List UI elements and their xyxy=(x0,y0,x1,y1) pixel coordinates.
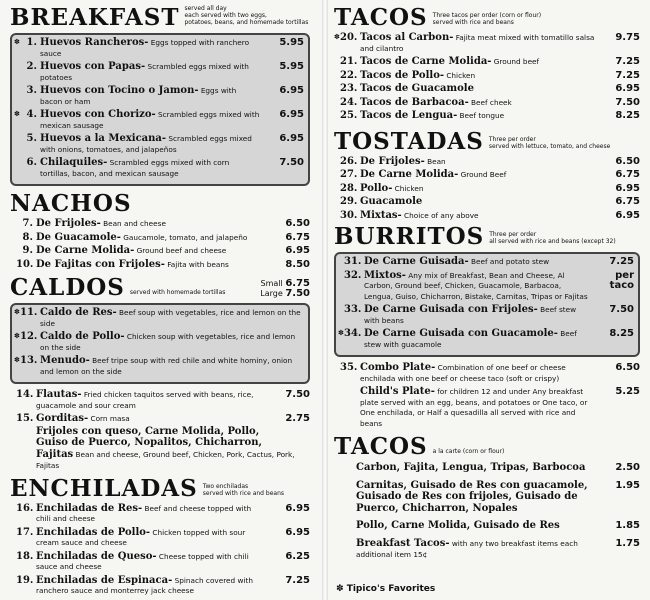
menu-item: 35. Combo Plate- Combination of one beef or cheese enchilada with one beef or cheese taco (soft or crispy) 6.50 xyxy=(340,362,640,383)
tacos-header xyxy=(334,6,640,29)
nachos-header xyxy=(10,192,310,215)
menu-item: 19. Enchiladas de Espinaca- Spinach covered with ranchero sauce and monterrey jack cheese 7.25 xyxy=(16,574,310,595)
gorditas-fillings: Frijoles con queso, Carne Molida, Pollo, Guiso de Puerco, Nopalitos, Chicharron, Fajitas Bean and cheese, Ground beef, Chicken, Pork, Cactus, Pork, Fajitas xyxy=(36,425,295,470)
favorite-icon: ✽ xyxy=(14,356,20,364)
breakfast-header xyxy=(10,6,310,29)
menu-item: Child's Plate- for children 12 and under Any breakfast plate served with an egg, beans, and potatoes or One taco, or One enchilada, or Half a quesadilla all served with rice and beans 5.25 xyxy=(360,386,640,428)
page-fold xyxy=(322,0,328,600)
taco-carte-line: Pollo, Carne Molida, Guisado de Res 1.85 xyxy=(356,520,640,531)
menu-item: 17. Enchiladas de Pollo- Chicken topped with sour cream sauce and cheese 6.95 xyxy=(16,526,310,547)
caldos-box xyxy=(10,303,310,384)
tacos-carte-title: TACOS xyxy=(334,433,428,460)
menu-item: 27. De Carne Molida- Ground Beef 6.75 xyxy=(340,169,640,180)
breakfast-title: BREAKFAST xyxy=(10,4,180,31)
menu-item: 18. Enchiladas de Queso- Cheese topped with chili sauce and cheese 6.25 xyxy=(16,550,310,571)
menu-item: ✽ 1. Huevos Rancheros- Eggs topped with ranchero sauce 5.95 xyxy=(14,37,304,58)
menu-item: 26. De Frijoles- Bean 6.50 xyxy=(340,155,640,167)
tacos-carte-header xyxy=(334,435,640,458)
burritos-note: Three per order all served with rice and beans (except 32) xyxy=(489,231,616,246)
menu-item: 9. De Carne Molida- Ground beef and cheese 6.95 xyxy=(22,245,310,256)
menu-item: ✽ 11. Caldo de Res- Beef soup with vegetables, rice and lemon on the side xyxy=(14,307,301,328)
menu-item: ✽ 4. Huevos con Chorizo- Scrambled eggs mixed with mexican sausage 6.95 xyxy=(14,109,304,130)
menu-right-page xyxy=(330,0,650,600)
menu-item: ✽ 13. Menudo- Beef tripe soup with red chile and white hominy, onion and lemon on the side xyxy=(14,355,293,376)
menu-item: 10. De Fajitas con Frijoles- Fajita with beans 8.50 xyxy=(16,258,310,270)
taco-carte-line: Breakfast Tacos- with any two breakfast items each additional item 15¢ 1.75 xyxy=(356,537,640,559)
menu-item: 6. Chilaquiles- Scrambled eggs mixed with corn tortillas, bacon, and mexican sausage 7.50 xyxy=(26,157,304,178)
menu-item: ✽ 34. De Carne Guisada con Guacamole- Beef stew with guacamole 8.25 xyxy=(338,328,634,349)
menu-item: 14. Flautas- Fried chicken taquitos served with beans, rice, guacamole and sour cream 7.50 xyxy=(16,389,310,410)
burritos-box xyxy=(334,252,640,357)
burritos-header xyxy=(334,225,640,248)
favorite-icon: ✽ xyxy=(338,329,344,337)
favorite-icon: ✽ xyxy=(14,38,20,46)
menu-item: 21. Tacos de Carne Molida- Ground beef 7.25 xyxy=(340,56,640,67)
tostadas-note: Three per order served with lettuce, tomato, and cheese xyxy=(488,135,611,150)
caldos-header xyxy=(10,276,310,299)
menu-item: 2. Huevos con Papas- Scrambled eggs mixed with potatoes 5.95 xyxy=(26,61,304,82)
nachos-title: NACHOS xyxy=(10,190,132,217)
tacos-note: Three tacos per order (corn or flour) served with rice and beans xyxy=(432,12,542,27)
menu-item: 28. Pollo- Chicken 6.95 xyxy=(340,182,640,194)
menu-left-page xyxy=(0,0,318,600)
menu-item: 33. De Carne Guisada con Frijoles- Beef stew with beans 7.50 xyxy=(344,304,634,325)
tostadas-header xyxy=(334,127,640,155)
menu-item: 5. Huevos a la Mexicana- Scrambled eggs mixed with onions, tomatoes, and jalapeños 6.95 xyxy=(26,133,304,154)
favorite-icon: ✽ xyxy=(14,332,20,340)
enchiladas-title: ENCHILADAS xyxy=(10,474,198,502)
caldos-title: CALDOS xyxy=(10,274,125,301)
favorite-icon: ✽ xyxy=(334,33,340,41)
caldos-size-prices: Small 6.75 Large 7.50 xyxy=(260,278,310,299)
menu-item: 32. Mixtos- Any mix of Breakfast, Bean and Cheese, Al Carbon, Ground beef, Chicken, Guacamole, Barbacoa, Lengua, Guiso, Chicharron, Bistake, Carnitas, Tripas or Fajitas per taco xyxy=(344,269,634,301)
menu-item: 22. Tacos de Pollo- Chicken 7.25 xyxy=(340,69,640,81)
favorites-legend: ✽ Tipico's Favorites xyxy=(336,584,436,594)
menu-item: ✽ 12. Caldo de Pollo- Chicken soup with vegetables, rice and lemon on the side xyxy=(14,331,296,352)
burritos-title: BURRITOS xyxy=(334,223,485,250)
menu-item: 25. Tacos de Lengua- Beef tongue 8.25 xyxy=(340,110,640,121)
tacos-carte-note: a la carte (corn or flour) xyxy=(432,448,505,456)
taco-carte-line: Carbon, Fajita, Lengua, Tripas, Barbocoa 2.50 xyxy=(356,462,640,473)
menu-item: 24. Tacos de Barbacoa- Beef cheek 7.50 xyxy=(340,96,640,108)
menu-item: 23. Tacos de Guacamole 6.95 xyxy=(340,83,640,94)
tacos-title: TACOS xyxy=(334,4,428,31)
menu-item: 8. De Guacamole- Gaucamole, tomato, and jalapeño 6.75 xyxy=(22,231,310,243)
favorite-icon: ✽ xyxy=(14,308,20,316)
menu-item: 30. Mixtas- Choice of any above 6.95 xyxy=(340,209,640,221)
menu-item: 3. Huevos con Tocino o Jamon- Eggs with bacon or ham 6.95 xyxy=(26,85,304,106)
enchiladas-note: Two enchiladas served with rice and beans xyxy=(202,482,284,497)
tostadas-title: TOSTADAS xyxy=(334,127,484,155)
breakfast-box xyxy=(10,33,310,186)
menu-item: 31. De Carne Guisada- Beef and potato stew 7.25 xyxy=(344,256,634,267)
breakfast-note: served all day each served with two eggs, potatoes, beans, and homemade tortillas xyxy=(184,5,309,27)
favorite-icon: ✽ xyxy=(14,110,20,118)
menu-item: 16. Enchiladas de Res- Beef and cheese topped with chili and cheese 6.95 xyxy=(16,502,310,523)
enchiladas-header xyxy=(10,474,310,502)
taco-carte-line: Carnitas, Guisado de Res con guacamole, Guisado de Res con frijoles, Guisado de Puerco, Chicharron, Nopales 1.95 xyxy=(356,479,640,514)
menu-item: 29. Guacamole 6.75 xyxy=(340,196,640,207)
caldos-note: served with homemade tortillas xyxy=(129,289,226,297)
menu-item: 15. Gorditas- Corn masa 2.75 xyxy=(16,413,310,424)
menu-item: ✽ 20. Tacos al Carbon- Fajita meat mixed with tomatillo salsa and cilantro 9.75 xyxy=(334,32,640,53)
menu-item: 7. De Frijoles- Bean and cheese 6.50 xyxy=(22,218,310,229)
favorite-icon: ✽ xyxy=(336,584,344,594)
